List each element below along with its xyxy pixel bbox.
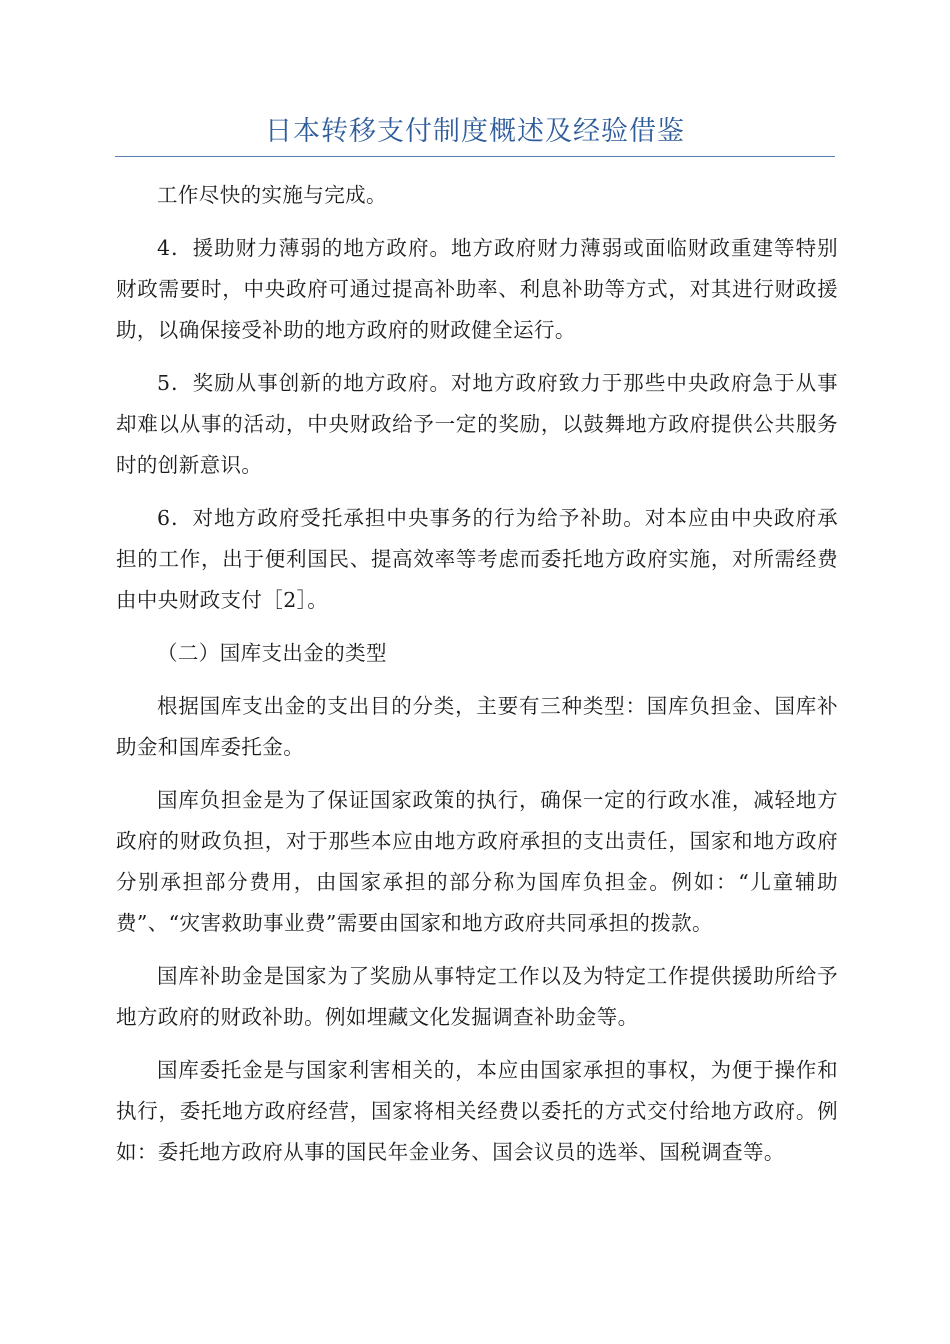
paragraph-national-commission: 国库委托金是与国家利害相关的，本应由国家承担的事权，为便于操作和执行，委托地方政府经营，国家将相关经费以委托的方式交付给地方政府。例如：委托地方政府从事的国民年金业务、国会议员的选举、国税调查等。 xyxy=(116,1058,838,1164)
paragraph-national-subsidy: 国库补助金是国家为了奖励从事特定工作以及为特定工作提供援助所给予地方政府的财政补助。例如埋藏文化发掘调查补助金等。 xyxy=(116,964,838,1029)
section-heading: （二）国库支出金的类型 xyxy=(157,641,387,665)
paragraph-item-5: 5．奖励从事创新的地方政府。对地方政府致力于那些中央政府急于从事却难以从事的活动，中央财政给予一定的奖励，以鼓舞地方政府提供公共服务时的创新意识。 xyxy=(116,371,838,477)
paragraph-national-burden: 国库负担金是为了保证国家政策的执行，确保一定的行政水准，减轻地方政府的财政负担，对于那些本应由地方政府承担的支出责任，国家和地方政府分别承担部分费用，由国家承担的部分称为国库负担金。例如：“儿童辅助费”、“灾害救助事业费”需要由国家和地方政府共同承担的拨款。 xyxy=(116,788,838,935)
page-header xyxy=(115,114,835,157)
document-title: 日本转移支付制度概述及经验借鉴 xyxy=(265,116,685,147)
document-body xyxy=(116,175,838,1185)
paragraph-types-intro: 根据国库支出金的支出目的分类，主要有三种类型：国库负担金、国库补助金和国库委托金。 xyxy=(116,694,838,759)
paragraph-continuation: 工作尽快的实施与完成。 xyxy=(157,183,387,207)
paragraph-item-4: 4．援助财力薄弱的地方政府。地方政府财力薄弱或面临财政重建等特别财政需要时，中央政府可通过提高补助率、利息补助等方式，对其进行财政援助，以确保接受补助的地方政府的财政健全运行。 xyxy=(116,236,838,342)
paragraph-item-6: 6．对地方政府受托承担中央事务的行为给予补助。对本应由中央政府承担的工作，出于便利国民、提高效率等考虑而委托地方政府实施，对所需经费由中央财政支付［2］。 xyxy=(116,506,838,612)
